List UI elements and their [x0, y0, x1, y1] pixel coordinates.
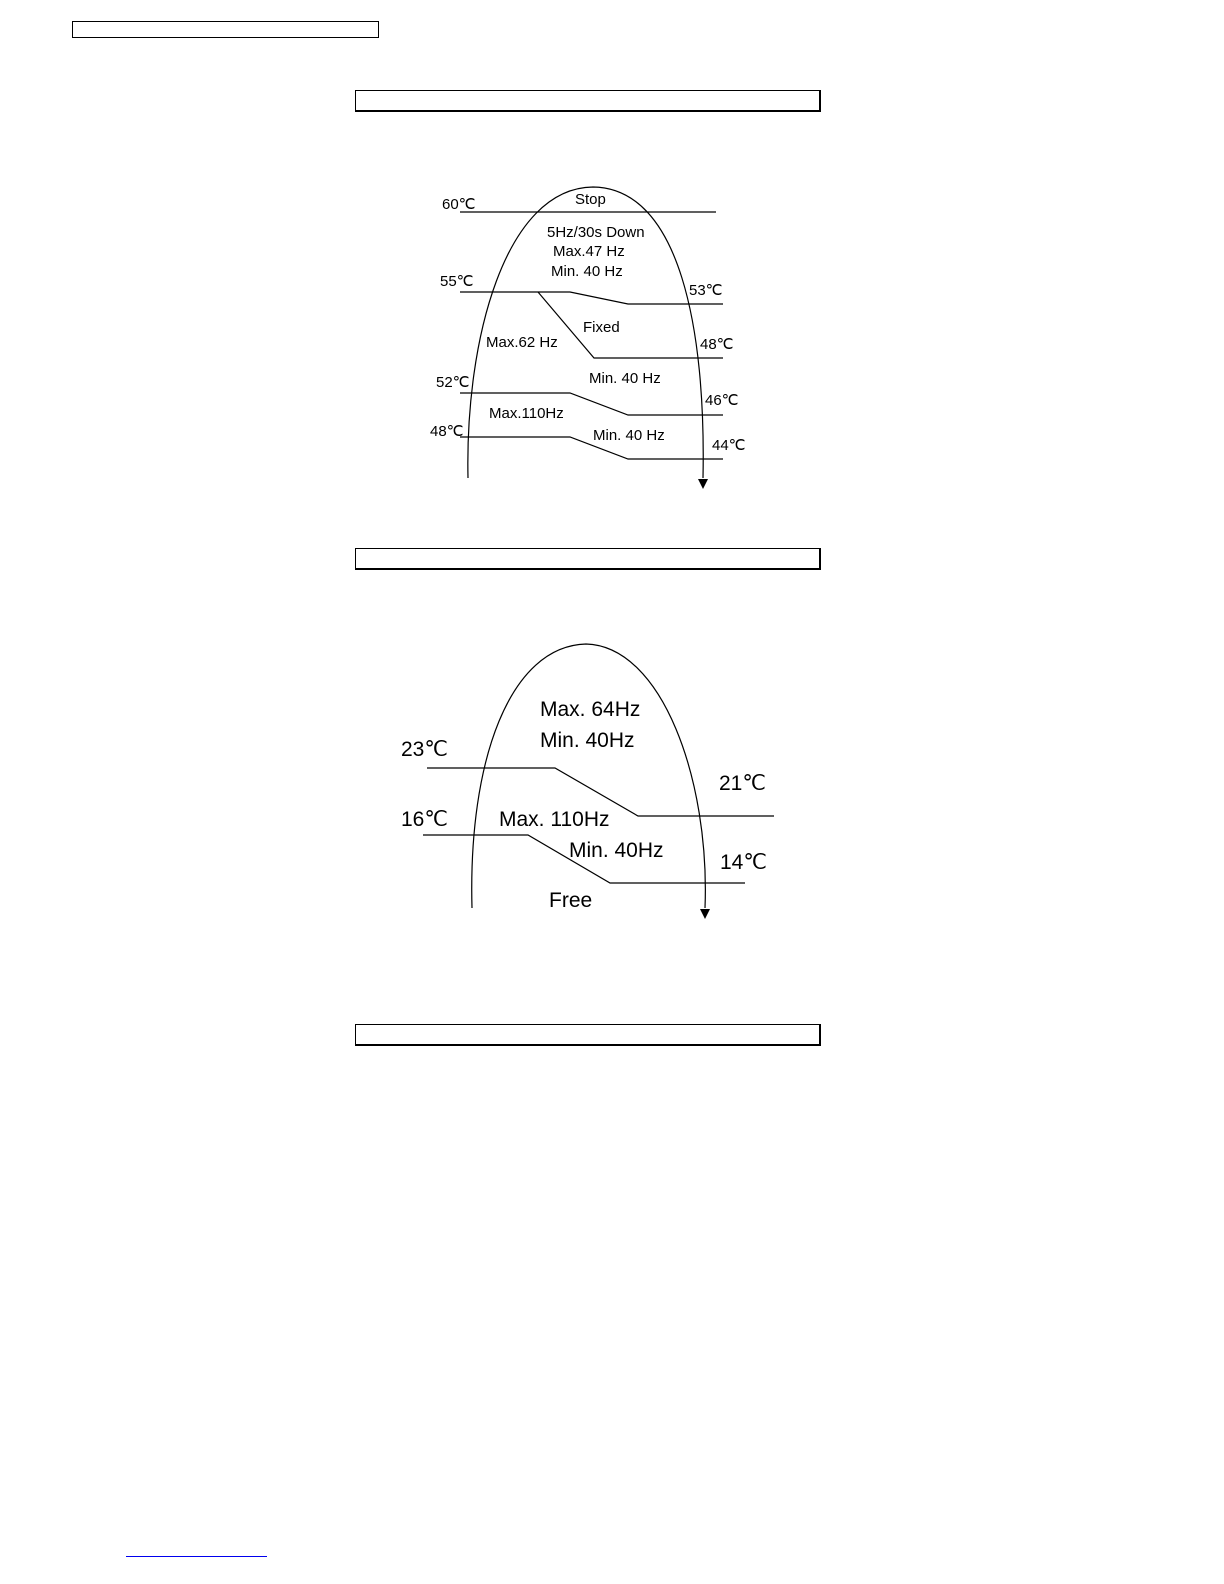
control-curve — [472, 644, 706, 908]
temp-label-60: 60℃ — [442, 196, 476, 213]
min-40-label-a: Min. 40Hz — [540, 729, 635, 752]
max-47-label: Max.47 Hz — [553, 243, 625, 260]
temp-label-48-left: 48℃ — [430, 423, 464, 440]
temp-label-44: 44℃ — [712, 437, 746, 454]
min-40-label-a: Min. 40 Hz — [551, 263, 623, 280]
section-heading-box-3 — [355, 1024, 821, 1046]
temp-label-16: 16℃ — [401, 808, 448, 831]
min-40-label-b: Min. 40 Hz — [589, 370, 661, 387]
max-110-label: Max. 110Hz — [499, 808, 610, 831]
max-64-label: Max. 64Hz — [540, 698, 641, 721]
footer-link-underline[interactable] — [126, 1556, 267, 1557]
max-62-label: Max.62 Hz — [486, 334, 558, 351]
min-40-label-c: Min. 40 Hz — [593, 427, 665, 444]
fixed-label: Fixed — [583, 319, 620, 336]
temp-label-52: 52℃ — [436, 374, 470, 391]
down-rate-label: 5Hz/30s Down — [547, 224, 645, 241]
temp-label-53: 53℃ — [689, 282, 723, 299]
temp-label-21: 21℃ — [719, 772, 766, 795]
max-110-label: Max.110Hz — [489, 405, 564, 422]
arrow-head-icon — [700, 909, 710, 919]
temp-label-46: 46℃ — [705, 392, 739, 409]
temp-label-48-right: 48℃ — [700, 336, 734, 353]
temp-label-55: 55℃ — [440, 273, 474, 290]
temp-label-23: 23℃ — [401, 738, 448, 761]
temp-label-14: 14℃ — [720, 851, 767, 874]
stop-label: Stop — [575, 191, 606, 208]
free-label: Free — [549, 889, 593, 912]
min-40-label-b: Min. 40Hz — [569, 839, 664, 862]
